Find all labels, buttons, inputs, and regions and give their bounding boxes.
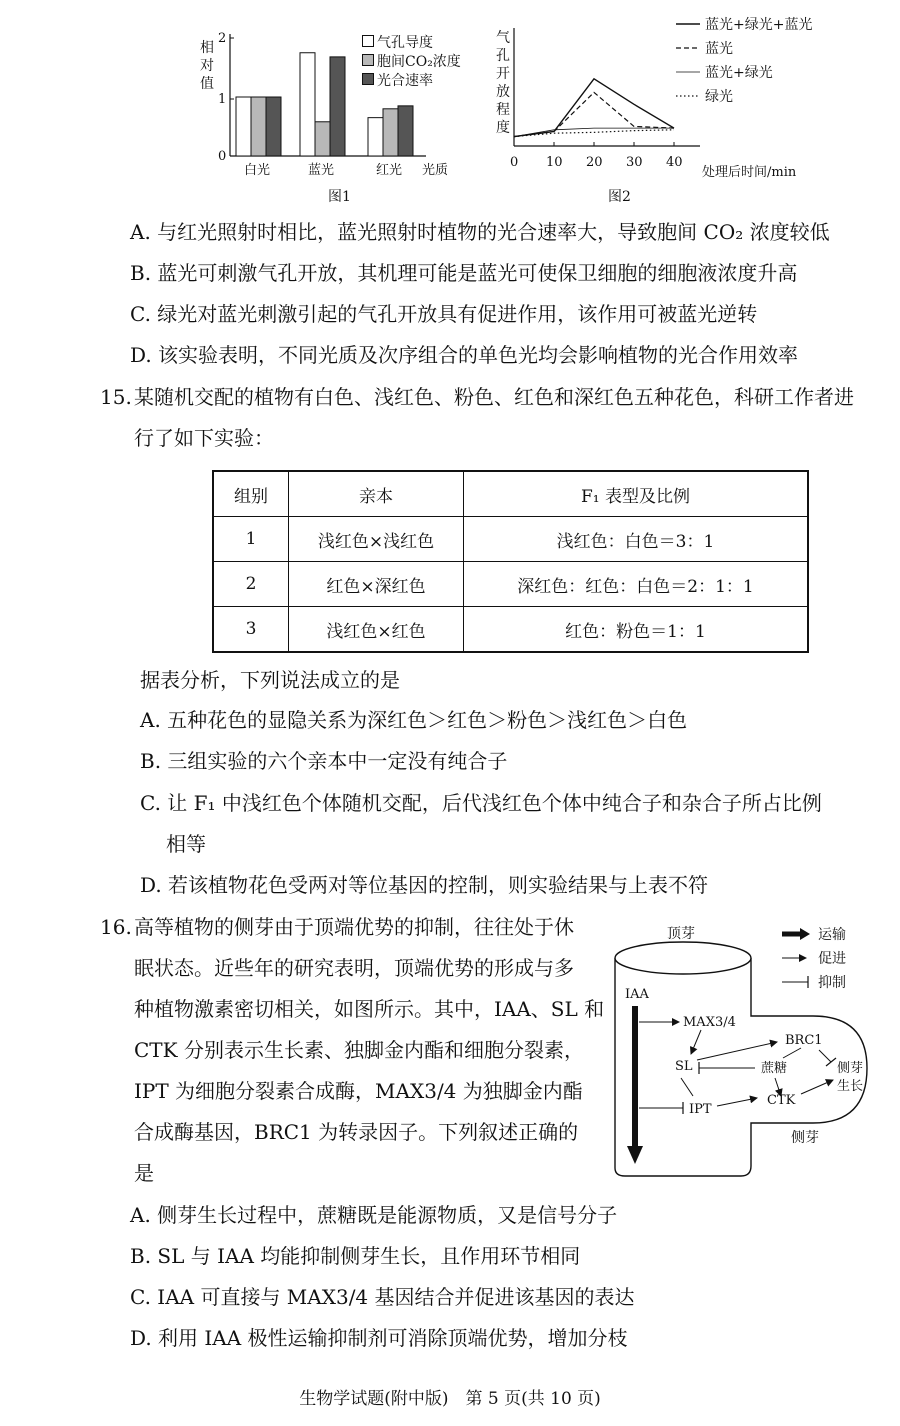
svg-text:孔: 孔 xyxy=(496,48,510,64)
fig1-bar xyxy=(383,109,398,156)
q16-number: 16. xyxy=(100,915,132,939)
svg-text:度: 度 xyxy=(496,120,510,136)
fig2-xtick: 30 xyxy=(626,155,643,170)
node-side-bud: 侧芽 xyxy=(837,1061,864,1076)
table-cell: 3 xyxy=(213,607,289,653)
fig1-bar xyxy=(368,118,383,156)
fig1-ylabel-3: 值 xyxy=(200,76,214,92)
table-row xyxy=(213,517,808,562)
q16-stem-1: 高等植物的侧芽由于顶端优势的抑制，往往处于休 xyxy=(134,915,574,939)
fig2-xlabel: 处理后时间/min xyxy=(702,165,797,180)
q16-stem-3: 种植物激素密切相关，如图所示。其中，IAA、SL 和 xyxy=(134,997,605,1021)
table-row xyxy=(213,607,808,653)
node-sucrose: 蔗糖 xyxy=(761,1061,788,1076)
fig2-xtick: 0 xyxy=(510,155,519,170)
q16-legend xyxy=(780,926,880,996)
q15-option-c-cont: 相等 xyxy=(166,832,206,856)
q15-option-b: B. 三组实验的六个亲本中一定没有纯合子 xyxy=(140,749,508,773)
q14-option-d: D. 该实验表明，不同光质及次序组合的单色光均会影响植物的光合作用效率 xyxy=(130,343,799,367)
fig1-bar xyxy=(266,97,281,156)
fig1-bar xyxy=(330,57,345,156)
q16-stem-2: 眠状态。近些年的研究表明，顶端优势的形成与多 xyxy=(134,956,574,980)
fig1-ytick-2: 2 xyxy=(218,31,227,46)
fig1-bar xyxy=(236,97,251,156)
svg-text:气: 气 xyxy=(496,30,510,46)
node-iaa: IAA xyxy=(625,987,649,1002)
table-cell: 红色：粉色＝1：1 xyxy=(464,607,809,653)
q16-option-b: B. SL 与 IAA 均能抑制侧芽生长，且作用环节相同 xyxy=(130,1244,581,1268)
q15-table xyxy=(212,470,809,653)
fig2-xtick: 10 xyxy=(546,155,563,170)
node-ipt: IPT xyxy=(689,1102,712,1117)
q16-option-c: C. IAA 可直接与 MAX3/4 基因结合并促进该基因的表达 xyxy=(130,1285,635,1309)
fig1-category-label: 蓝光 xyxy=(308,163,335,178)
bud-top-ellipse xyxy=(615,942,751,974)
node-max34: MAX3/4 xyxy=(683,1015,736,1030)
q14-option-c: C. 绿光对蓝光刺激引起的气孔开放具有促进作用，该作用可被蓝光逆转 xyxy=(130,302,758,326)
top-bud-label: 顶芽 xyxy=(667,926,695,942)
q15-option-d: D. 若该植物花色受两对等位基因的控制，则实验结果与上表不符 xyxy=(140,873,709,897)
fig1-bar xyxy=(251,97,266,156)
fig1-legend-item: 胞间CO₂浓度 xyxy=(362,53,461,72)
table-header-row xyxy=(213,471,808,517)
svg-text:程: 程 xyxy=(496,102,510,118)
q16-option-a: A. 侧芽生长过程中，蔗糖既是能源物质，又是信号分子 xyxy=(130,1203,618,1227)
fig1-ytick-1: 1 xyxy=(218,92,227,107)
fig1-bar xyxy=(398,106,413,156)
fig2-xtick: 20 xyxy=(586,155,603,170)
fig2-legend-label: 绿光 xyxy=(705,89,733,105)
svg-text:开: 开 xyxy=(496,66,510,82)
q15-prompt: 据表分析，下列说法成立的是 xyxy=(140,668,400,692)
fig2-xtick: 40 xyxy=(666,155,683,170)
table-cell: 深红色：红色：白色＝2：1：1 xyxy=(464,562,809,607)
table-cell: 浅红色：白色＝3：1 xyxy=(464,517,809,562)
fig1-legend-item: 光合速率 xyxy=(362,72,461,91)
q16-stem-4: CTK 分别表示生长素、独脚金内酯和细胞分裂素， xyxy=(134,1038,584,1062)
side-bud-label: 侧芽 xyxy=(791,1130,819,1146)
table-cell: 浅红色×红色 xyxy=(289,607,464,653)
page-footer: 生物学试题(附中版) 第 5 页(共 10 页) xyxy=(299,1389,601,1409)
fig1-ylabel-2: 对 xyxy=(200,58,214,74)
fig1-category-label: 红光 xyxy=(376,163,403,178)
table-header-cell: 组别 xyxy=(213,471,289,517)
q15-stem-line1: 某随机交配的植物有白色、浅红色、粉色、红色和深红色五种花色，科研工作者进 xyxy=(134,385,854,409)
table-cell: 红色×深红色 xyxy=(289,562,464,607)
fig2-legend-label: 蓝光 xyxy=(705,41,733,57)
table-header-cell: 亲本 xyxy=(289,471,464,517)
table-cell: 浅红色×浅红色 xyxy=(289,517,464,562)
figure-2-line-chart xyxy=(490,10,830,185)
svg-text:放: 放 xyxy=(496,84,510,100)
node-growth: 生长 xyxy=(837,1079,864,1094)
q16-option-d: D. 利用 IAA 极性运输抑制剂可消除顶端优势，增加分枝 xyxy=(130,1326,628,1350)
legend-transport: 运输 xyxy=(818,927,846,943)
legend-inhibit: 抑制 xyxy=(818,975,846,991)
fig1-xlabel: 光质 xyxy=(422,163,449,178)
fig2-legend-label: 蓝光+绿光+蓝光 xyxy=(705,17,813,33)
q16-stem-7: 是 xyxy=(134,1161,154,1185)
fig2-ylabel xyxy=(496,30,510,136)
q14-option-b: B. 蓝光可刺激气孔开放，其机理可能是蓝光可使保卫细胞的细胞液浓度升高 xyxy=(130,261,798,285)
node-ctk: CTK xyxy=(767,1093,796,1108)
q15-option-a: A. 五种花色的显隐关系为深红色＞红色＞粉色＞浅红色＞白色 xyxy=(140,708,688,732)
q16-stem-5: IPT 为细胞分裂素合成酶，MAX3/4 为独脚金内酯 xyxy=(134,1079,583,1103)
node-brc1: BRC1 xyxy=(785,1033,823,1048)
q14-option-a: A. 与红光照射时相比，蓝光照射时植物的光合速率大，导致胞间 CO₂ 浓度较低 xyxy=(130,220,830,244)
legend-promote: 促进 xyxy=(818,951,846,967)
fig1-bar xyxy=(300,53,315,156)
node-sl: SL xyxy=(675,1059,693,1074)
q15-option-c: C. 让 F₁ 中浅红色个体随机交配，后代浅红色个体中纯合子和杂合子所占比例 xyxy=(140,791,822,815)
fig1-caption: 图1 xyxy=(328,189,351,205)
fig1-legend xyxy=(362,34,461,91)
fig2-legend-label: 蓝光+绿光 xyxy=(705,65,773,81)
fig1-category-label: 白光 xyxy=(244,163,271,178)
table-header-cell: F₁ 表型及比例 xyxy=(464,471,809,517)
table-cell: 2 xyxy=(213,562,289,607)
fig1-bar xyxy=(315,122,330,156)
q16-stem-6: 合成酶基因，BRC1 为转录因子。下列叙述正确的 xyxy=(134,1120,579,1144)
table-row xyxy=(213,562,808,607)
fig1-ylabel-1: 相 xyxy=(200,40,214,56)
fig1-ytick-0: 0 xyxy=(218,149,227,164)
table-cell: 1 xyxy=(213,517,289,562)
q15-stem-line2: 行了如下实验： xyxy=(134,426,274,450)
fig2-caption: 图2 xyxy=(608,189,631,205)
fig2-legend xyxy=(676,16,812,105)
q15-number: 15. xyxy=(100,385,132,409)
fig1-legend-item: 气孔导度 xyxy=(362,34,461,53)
